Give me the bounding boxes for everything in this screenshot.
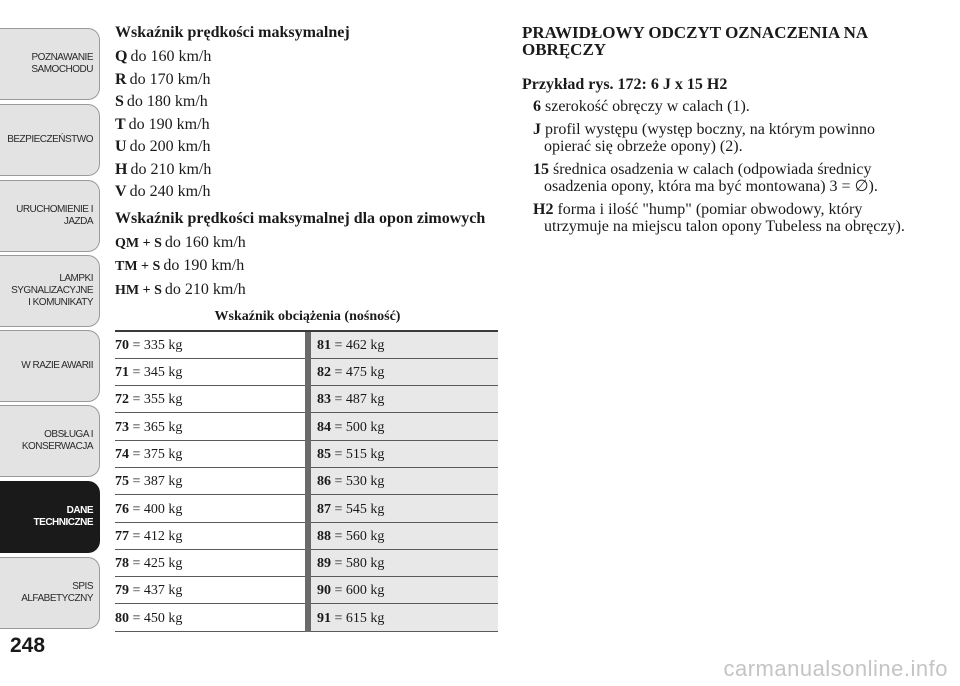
load-index-table [115, 330, 498, 632]
tab-dane-techniczne[interactable] [0, 481, 100, 553]
table-cell: 72 = 355 kg [115, 386, 305, 413]
table-row [115, 495, 498, 522]
tab-spis-alfabetyczny[interactable] [0, 557, 100, 629]
table-cell: 85 = 515 kg [311, 440, 498, 467]
definition-term: 15 [533, 160, 549, 178]
definition-text: profil występu (występ boczny, na którym powinno opierać się obrzeże opony) (2). [544, 120, 876, 155]
speed-index-title: Wskaźnik prędkości maksymalnej [115, 24, 350, 41]
speed-item: U do 200 km/h [115, 138, 211, 155]
table-cell: 78 = 425 kg [115, 549, 305, 576]
chapter-sidebar [0, 0, 100, 686]
load-index-title: Wskaźnik obciążenia (nośność) [214, 309, 401, 324]
tab-label: OBSŁUGA I KONSERWACJA [21, 429, 93, 452]
table-row [115, 358, 498, 385]
speed-item: H do 210 km/h [115, 160, 212, 178]
table-cell: 73 = 365 kg [115, 413, 305, 440]
tab-uruchomienie-i-jazda[interactable] [0, 180, 100, 252]
left-column [115, 24, 500, 632]
definition-term: J [533, 120, 541, 138]
tab-poznawanie-samochodu[interactable] [0, 28, 100, 100]
tab-obsluga-i-konserwacja[interactable] [0, 405, 100, 477]
tab-w-razie-awarii[interactable] [0, 330, 100, 402]
table-cell: 75 = 387 kg [115, 467, 305, 494]
tab-lampki-sygnalizacyjne[interactable] [0, 255, 100, 327]
table-row [115, 413, 498, 440]
tab-label: SPIS ALFABETYCZNY [21, 581, 93, 604]
table-cell: 86 = 530 kg [311, 467, 498, 494]
rim-section-title: PRAWIDŁOWY ODCZYT OZNACZENIA NA OBRĘCZY [522, 23, 868, 59]
definition-item [522, 121, 922, 156]
table-cell: 88 = 560 kg [311, 522, 498, 549]
winter-speed-item: QM + S do 160 km/h [115, 233, 246, 251]
page-number: 248 [10, 634, 46, 657]
winter-speed-item: TM + S do 190 km/h [115, 257, 245, 274]
tab-bezpieczenstwo[interactable] [0, 104, 100, 176]
definition-item [522, 201, 922, 236]
table-row [115, 604, 498, 631]
table-row [115, 331, 498, 358]
table-row [115, 522, 498, 549]
tab-label: LAMPKI SYGNALIZACYJNE I KOMUNIKATY [11, 273, 93, 308]
table-cell: 84 = 500 kg [311, 413, 498, 440]
table-cell: 90 = 600 kg [311, 577, 498, 604]
winter-speed-item: HM + S do 210 km/h [115, 280, 246, 298]
tab-label: POZNAWANIE SAMOCHODU [31, 52, 93, 75]
table-cell: 91 = 615 kg [311, 604, 498, 631]
winter-speed-index-list [115, 232, 500, 303]
tab-label: W RAZIE AWARII [21, 360, 93, 371]
table-cell: 77 = 412 kg [115, 522, 305, 549]
definition-term: H2 [533, 200, 554, 218]
table-row [115, 577, 498, 604]
speed-item: R do 170 km/h [115, 70, 211, 88]
speed-item: V do 240 km/h [115, 183, 211, 200]
tab-label: URUCHOMIENIE I JAZDA [16, 204, 93, 227]
table-cell: 71 = 345 kg [115, 358, 305, 385]
table-row [115, 440, 498, 467]
definition-item [522, 161, 922, 196]
speed-index-list [115, 46, 500, 204]
table-row [115, 549, 498, 576]
table-row [115, 386, 498, 413]
table-cell: 74 = 375 kg [115, 440, 305, 467]
definition-item [522, 98, 922, 116]
table-cell: 83 = 487 kg [311, 386, 498, 413]
tab-label: BEZPIECZEŃSTWO [7, 134, 93, 145]
definition-text: szerokość obręczy w calach (1). [545, 98, 750, 115]
definition-text: średnica osadzenia w calach (odpowiada średnicy osadzenia opony, która ma być montowana) 3 = ∅). [544, 160, 878, 195]
definition-text: forma i ilość "hump" (pomiar obwodowy, który utrzymuje na miejscu talon opony Tubeless na obręczy). [544, 200, 905, 235]
table-cell: 79 = 437 kg [115, 577, 305, 604]
winter-speed-index-title: Wskaźnik prędkości maksymalnej dla opon zimowych [115, 209, 486, 227]
speed-item: Q do 160 km/h [115, 48, 212, 65]
table-cell: 82 = 475 kg [311, 358, 498, 385]
table-cell: 70 = 335 kg [115, 331, 305, 358]
watermark: carmanualsonline.info [723, 656, 948, 681]
right-column [522, 24, 922, 236]
speed-item: T do 190 km/h [115, 115, 210, 133]
table-cell: 76 = 400 kg [115, 495, 305, 522]
table-cell: 89 = 580 kg [311, 549, 498, 576]
rim-example-title: Przykład rys. 172: 6 J x 15 H2 [522, 76, 728, 93]
speed-item: S do 180 km/h [115, 93, 208, 110]
table-cell: 80 = 450 kg [115, 604, 305, 631]
tab-label: DANE TECHNICZNE [33, 505, 93, 528]
table-cell: 81 = 462 kg [311, 331, 498, 358]
definition-term: 6 [533, 98, 541, 115]
table-row [115, 467, 498, 494]
table-cell: 87 = 545 kg [311, 495, 498, 522]
